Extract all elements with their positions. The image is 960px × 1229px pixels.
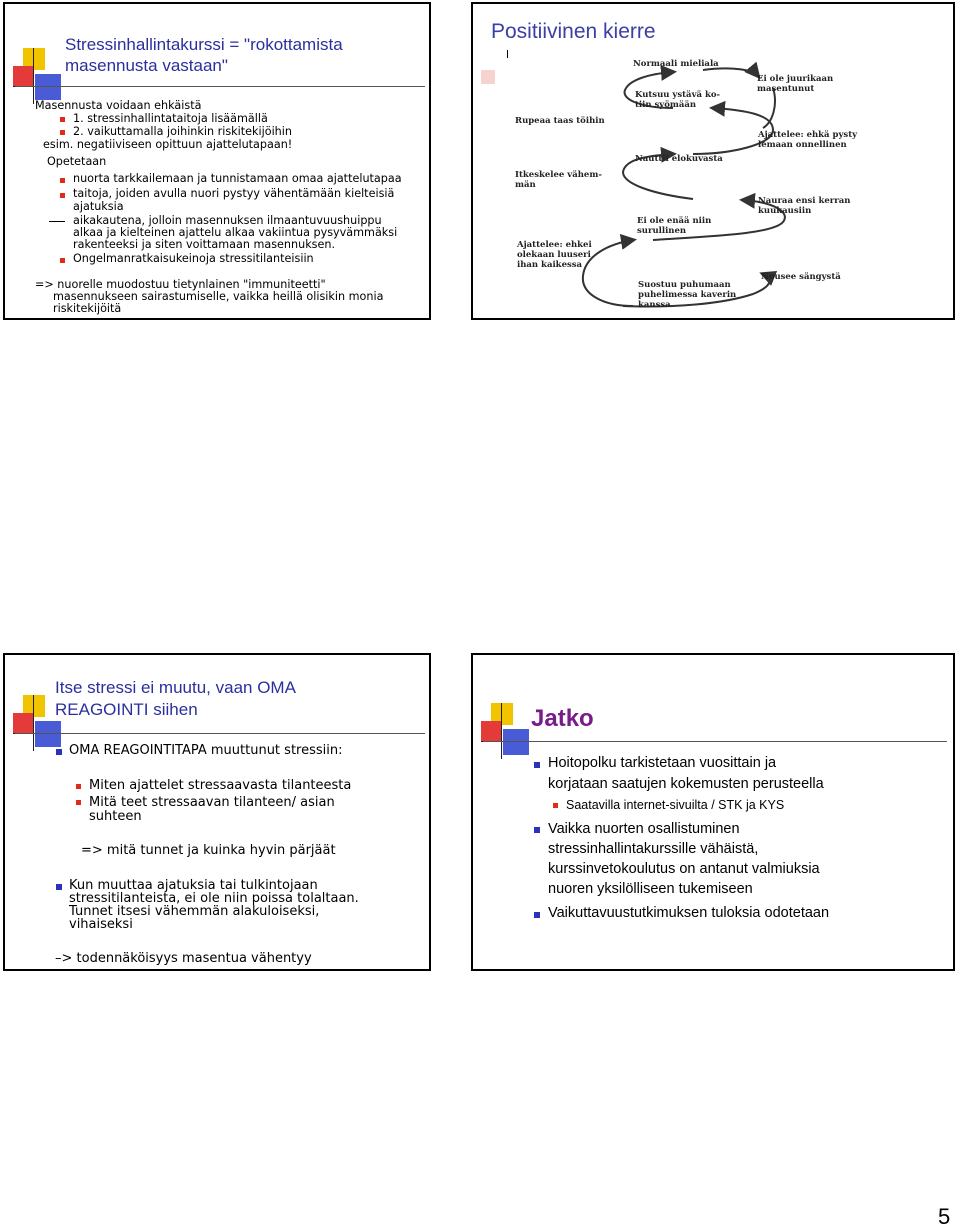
slide-title: Stressinhallintakurssi = "rokottamista masennusta vastaan" xyxy=(65,35,343,75)
text-line: kurssinvetokoulutus on antanut valmiuksia xyxy=(548,861,820,877)
text-line: => mitä tunnet ja kuinka hyvin pärjäät xyxy=(81,843,336,858)
cycle-label: olekaan luuseri xyxy=(517,250,591,260)
text-line: taitoja, joiden avulla nuori pystyy vähentämään kielteisiä xyxy=(73,187,395,200)
cycle-label: Ajattelee: ehkei xyxy=(517,240,592,250)
text-line: Hoitopolku tarkistetaan vuosittain ja xyxy=(548,755,777,771)
title-divider xyxy=(15,733,425,734)
cycle-label: kanssa xyxy=(638,300,671,310)
bullet-icon xyxy=(60,193,65,198)
text-line: Opetetaan xyxy=(47,155,107,168)
text-line: Vaikka nuorten osallistuminen xyxy=(548,821,740,837)
text-line: riskitekijöitä xyxy=(53,302,122,315)
cycle-label: Itkeskelee vähem- xyxy=(515,170,602,180)
cycle-label: surullinen xyxy=(637,226,687,236)
slide-title: Itse stressi ei muutu, vaan OMA REAGOINTI siihen xyxy=(55,678,296,719)
cycle-label: Kutsuu ystävä ko- xyxy=(635,90,721,100)
text-line: ajatuksia xyxy=(73,200,124,213)
slide-stressinhallintakurssi xyxy=(3,2,431,320)
text-line: nuoren yksilölliseen tukemiseen xyxy=(548,881,753,897)
cycle-label: Normaali mieliala xyxy=(633,59,719,69)
text-line: aikakautena, jolloin masennuksen ilmaantuvuushuippu xyxy=(73,214,382,227)
text-line: –> todennäköisyys masentua vähentyy xyxy=(55,951,312,966)
cycle-label: Suostuu puhumaan xyxy=(638,280,731,290)
slide-title: Positiivinen kierre xyxy=(491,20,656,43)
text-line: vihaiseksi xyxy=(69,917,133,932)
bullet-icon xyxy=(534,827,540,833)
slide-oma-reagointi xyxy=(3,653,431,971)
text-line: Tunnet itsesi vähemmän alakuloiseksi, xyxy=(69,904,320,919)
cycle-label: puhelimessa kaverin xyxy=(638,290,737,300)
bullet-icon xyxy=(534,912,540,918)
text-line: 2. vaikuttamalla joihinkin riskitekijöihin xyxy=(73,125,292,138)
bullet-icon xyxy=(76,784,81,789)
text-line: Miten ajattelet stressaavasta tilanteesta xyxy=(89,778,352,793)
slide-positiivinen-kierre xyxy=(471,2,955,320)
text-line: esim. negatiiviseen opittuun ajattelutapaan! xyxy=(43,138,293,151)
slide-logo-decoration xyxy=(481,703,535,759)
text-line: Masennusta voidaan ehkäistä xyxy=(35,99,202,112)
text-line: masennukseen sairastumiselle, vaikka heillä olisikin monia xyxy=(53,290,384,303)
bullet-icon xyxy=(56,884,62,890)
bullet-icon xyxy=(60,117,65,122)
slide-title: Jatko xyxy=(531,705,594,732)
text-line: stressinhallintakurssille vähäistä, xyxy=(548,841,759,857)
cycle-label: Ei ole enää niin xyxy=(637,216,712,226)
text-line: rakenteeksi ja siten voittamaan masennuksen. xyxy=(73,238,336,251)
bullet-icon xyxy=(60,178,65,183)
page-number: 5 xyxy=(938,1204,951,1229)
text-line: => nuorelle muodostuu tietynlainen "immuniteetti" xyxy=(35,278,326,291)
bullet-icon xyxy=(76,800,81,805)
text-line: Ongelmanratkaisukeinoja stressitilanteisiin xyxy=(73,252,314,265)
text-line: suhteen xyxy=(89,809,142,824)
cycle-label: masentunut xyxy=(757,84,815,94)
bullet-icon xyxy=(56,749,62,755)
text-line: Vaikuttavuustutkimuksen tuloksia odotetaan xyxy=(548,905,830,921)
text-line: Saatavilla internet-sivuilta / STK ja KYS xyxy=(566,798,785,812)
cycle-label: Nauraa ensi kerran xyxy=(758,196,851,206)
title-divider xyxy=(483,741,947,742)
text-line: korjataan saatujen kokemusten perusteella xyxy=(548,776,824,792)
bullet-icon xyxy=(553,803,558,808)
cycle-label: tiin syömään xyxy=(635,100,697,110)
cycle-label: kuukausiin xyxy=(758,206,812,216)
dash-icon xyxy=(49,221,65,222)
slide-jatko xyxy=(471,653,955,971)
cycle-label: Nauttii elokuvasta xyxy=(635,154,723,164)
text-line: Kun muuttaa ajatuksia tai tulkintojaan xyxy=(69,878,318,893)
bullet-icon xyxy=(60,130,65,135)
cycle-label: män xyxy=(515,180,536,190)
text-line: nuorta tarkkailemaan ja tunnistamaan omaa ajattelutapaa xyxy=(73,172,402,185)
cycle-label: ihan kaikessa xyxy=(517,260,583,270)
cycle-label: Rupeaa taas töihin xyxy=(515,116,605,126)
title-divider xyxy=(15,86,425,87)
text-line: OMA REAGOINTITAPA muuttunut stressiin: xyxy=(69,743,343,758)
slide-logo-decoration xyxy=(13,48,67,104)
bullet-icon xyxy=(534,762,540,768)
cycle-label: Ei ole juurikaan xyxy=(757,74,834,84)
text-line: stressitilanteista, ei ole niin poissa tolaltaan. xyxy=(69,891,359,906)
cycle-label: lemaan onnellinen xyxy=(758,140,847,150)
text-line: 1. stressinhallintataitoja lisäämällä xyxy=(73,112,268,125)
bullet-icon xyxy=(60,258,65,263)
cycle-label: Ajattelee: ehkä pysty xyxy=(758,130,858,140)
text-line: alkaa ja kielteinen ajattelu alkaa vakiintua pysyvämmäksi xyxy=(73,226,398,239)
text-line: Mitä teet stressaavan tilanteen/ asian xyxy=(89,795,335,810)
cycle-label: Nousee sängystä xyxy=(761,272,841,282)
